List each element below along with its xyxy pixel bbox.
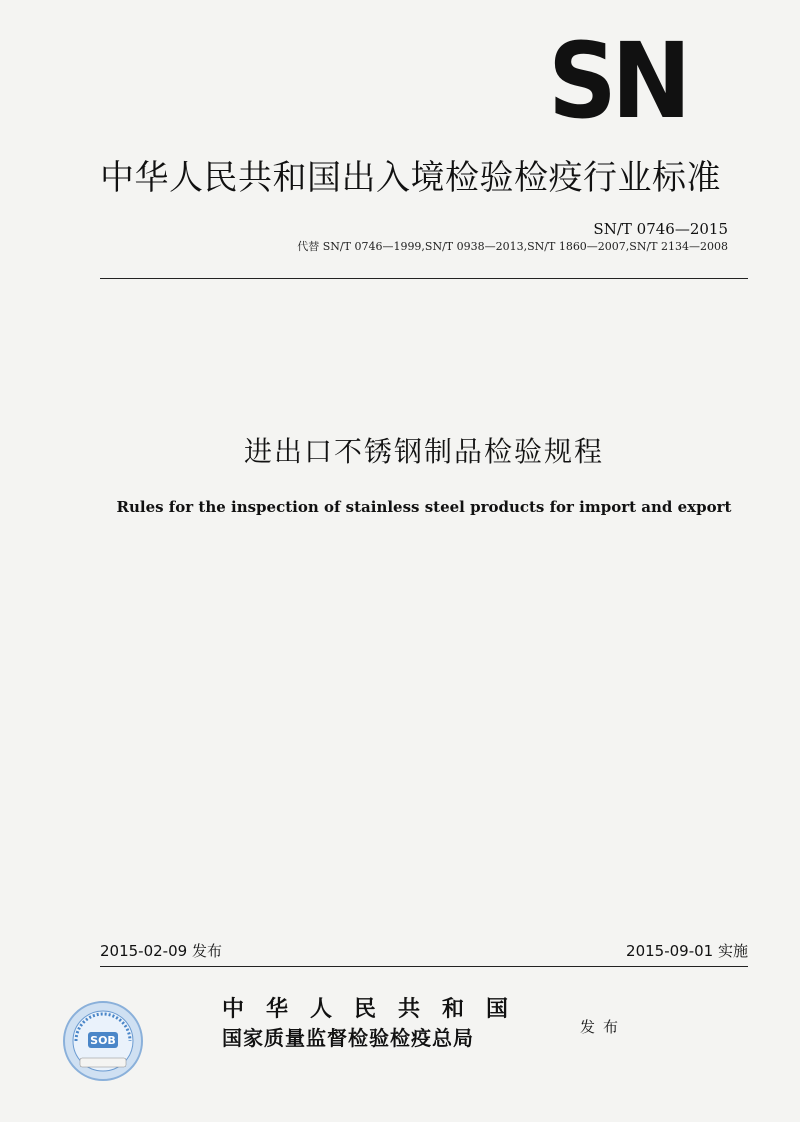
standard-number: SN/T 0746—2015 — [593, 220, 728, 238]
sn-logo: SN — [548, 20, 686, 142]
industry-standard-title: 中华人民共和国出入境检验检疫行业标准 — [100, 158, 721, 198]
bottom-divider — [100, 966, 748, 967]
svg-text:SOB: SOB — [90, 1034, 116, 1047]
publisher-country: 中华人民共和国 — [222, 996, 531, 1022]
implementation-date: 2015-09-01 实施 — [626, 942, 748, 960]
top-divider — [100, 278, 748, 279]
document-title-chinese: 进出口不锈钢制品检验规程 — [243, 435, 604, 468]
document-title-english: Rules for the inspection of stainless steel products for import and export — [116, 498, 732, 516]
publish-label: 发布 — [580, 1018, 627, 1036]
anti-counterfeit-seal-icon — [62, 1000, 144, 1082]
issue-date: 2015-02-09 发布 — [100, 942, 222, 960]
publisher-agency: 国家质量监督检验检疫总局 — [222, 1026, 474, 1050]
replaces-standards: 代替 SN/T 0746—1999,SN/T 0938—2013,SN/T 1860—2007,SN/T 2134—2008 — [297, 240, 728, 253]
